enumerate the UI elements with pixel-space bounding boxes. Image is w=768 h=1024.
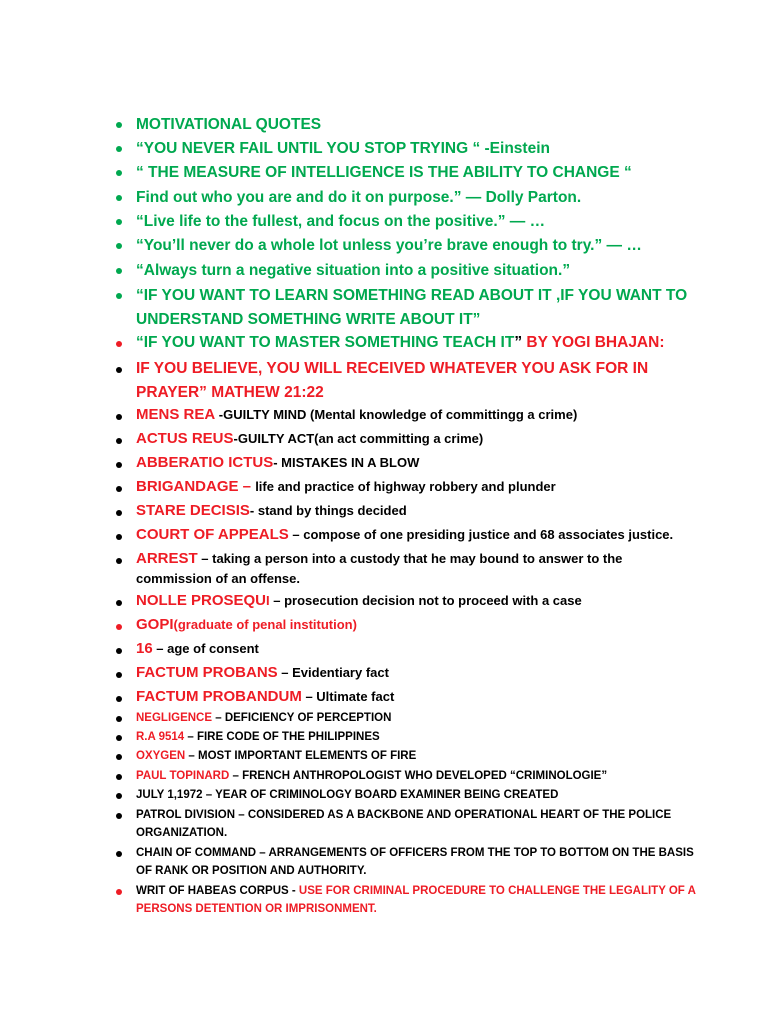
term: ARREST	[136, 550, 198, 567]
text-run: PAUL TOPINARD	[136, 770, 230, 782]
list-item-text	[136, 453, 696, 473]
bullet-icon	[116, 672, 122, 678]
list-item-text	[136, 747, 696, 765]
text-run: – compose of one presiding justice and 68 associates justice.	[288, 527, 674, 542]
bullet-icon	[116, 367, 122, 373]
list-item-text	[136, 501, 696, 521]
list-item-text	[136, 429, 696, 449]
text-run: – taking a person into a custody that he may bound to answer to the commission of an offense.	[136, 551, 623, 586]
bullet-icon	[116, 716, 122, 722]
bullet-icon	[116, 268, 122, 274]
bullet-icon	[116, 293, 122, 299]
bullet-icon	[116, 624, 122, 630]
bullet-icon	[116, 889, 122, 895]
text-run: -GUILTY MIND (Mental knowledge of committingg a crime)	[218, 407, 578, 422]
bullet-icon	[116, 851, 122, 857]
bullet-icon	[116, 146, 122, 152]
text-run: (graduate of penal institution)	[173, 617, 357, 632]
list-item-text	[136, 709, 696, 727]
list-item-text	[136, 331, 696, 355]
bullet-icon	[116, 696, 122, 702]
bullet-icon	[116, 813, 122, 819]
text-run: - MISTAKES IN A BLOW	[273, 455, 420, 470]
bullet-icon	[116, 510, 122, 516]
text-run: CHAIN OF COMMAND – ARRANGEMENTS OF OFFICERS FROM THE TOP TO BOTTOM ON THE BASIS OF RANK OR POSITION AND AUTHORITY.	[136, 847, 694, 877]
term: ABBERATIO ICTUS	[136, 454, 274, 471]
list-item-text	[136, 284, 696, 332]
text-run: “IF YOU WANT TO LEARN SOMETHING READ ABOUT IT ,IF YOU WANT TO UNDERSTAND SOMETHING WRITE ABOUT IT”	[136, 287, 688, 328]
list-item-text	[136, 234, 696, 258]
list-item-text	[136, 477, 696, 497]
term: STARE DECISIS	[136, 502, 250, 519]
bullet-icon	[116, 243, 122, 249]
list-item-text	[136, 806, 696, 842]
text-run: WRIT OF HABEAS CORPUS -	[136, 885, 299, 897]
term: GOPI	[136, 616, 174, 633]
list-item-text	[136, 113, 696, 137]
bullet-icon	[116, 600, 122, 606]
term: 16	[136, 640, 153, 657]
list-item-text	[136, 844, 696, 880]
bullet-icon	[116, 414, 122, 420]
list-item-text	[136, 615, 696, 635]
list-item-text	[136, 728, 696, 746]
list-item-text	[136, 210, 696, 234]
term: NOLLE PROSEQU	[136, 592, 267, 609]
list-item-text	[136, 639, 696, 659]
text-run: – age of consent	[152, 641, 259, 656]
bullet-icon	[116, 648, 122, 654]
text-run: USE FOR CRIMINAL PROCEDURE TO CHALLENGE THE LEGALITY OF A PERSONS DETENTION OR IMPRISONMENT.	[136, 885, 696, 915]
text-run: – FRENCH ANTHROPOLOGIST WHO DEVELOPED “CRIMINOLOGIE”	[229, 770, 608, 782]
term: FACTUM PROBANDUM	[136, 688, 302, 705]
term: BRIGANDAGE –	[136, 478, 256, 495]
text-run: – FIRE CODE OF THE PHILIPPINES	[184, 731, 380, 743]
bullet-icon	[116, 793, 122, 799]
text-run: NEGLIGENCE	[136, 712, 213, 724]
term: COURT OF APPEALS	[136, 526, 289, 543]
list-item-text	[136, 591, 696, 611]
bullet-icon	[116, 774, 122, 780]
text-run: BY YOGI BHAJAN:	[526, 334, 665, 351]
list-item-text	[136, 186, 696, 210]
text-run: I	[266, 593, 270, 608]
text-run: OXYGEN	[136, 750, 186, 762]
list-item-text	[136, 137, 696, 161]
text-run: “Always turn a negative situation into a positive situation.”	[136, 262, 571, 279]
bullet-icon	[116, 170, 122, 176]
bullet-icon	[116, 486, 122, 492]
bullet-icon	[116, 534, 122, 540]
text-run: – MOST IMPORTANT ELEMENTS OF FIRE	[185, 750, 417, 762]
text-run: “IF YOU WANT TO MASTER SOMETHING TEACH IT	[136, 334, 515, 351]
text-run: – prosecution decision not to proceed with a case	[269, 593, 582, 608]
list-item-text	[136, 525, 696, 545]
list-item-text	[136, 357, 696, 405]
list-item-text	[136, 687, 696, 707]
text-run: – Evidentiary fact	[277, 665, 389, 680]
text-run: - stand by things decided	[249, 503, 407, 518]
text-run: MOTIVATIONAL QUOTES	[136, 116, 322, 133]
bullet-icon	[116, 341, 122, 347]
list-item-text	[136, 882, 696, 918]
bullet-icon	[116, 219, 122, 225]
term: FACTUM PROBANS	[136, 664, 278, 681]
text-run: life and practice of highway robbery and plunder	[255, 479, 556, 494]
term: MENS REA	[136, 406, 219, 423]
bullet-icon	[116, 122, 122, 128]
text-run: ”	[514, 334, 527, 351]
text-run: “You’ll never do a whole lot unless you’re brave enough to try.” — …	[136, 237, 642, 254]
bullet-icon	[116, 754, 122, 760]
text-run: – DEFICIENCY OF PERCEPTION	[212, 712, 392, 724]
bullet-icon	[116, 438, 122, 444]
bullet-icon	[116, 558, 122, 564]
text-run: -GUILTY ACT(an act committing a crime)	[233, 431, 484, 446]
text-run: R.A 9514	[136, 731, 185, 743]
text-run: “Live life to the fullest, and focus on the positive.” — …	[136, 213, 546, 230]
list-item-text	[136, 786, 696, 804]
text-run: “YOU NEVER FAIL UNTIL YOU STOP TRYING “ -Einstein	[136, 140, 550, 157]
list-item-text	[136, 405, 696, 425]
list-item-text	[136, 549, 696, 589]
text-run: JULY 1,1972 – YEAR OF CRIMINOLOGY BOARD EXAMINER BEING CREATED	[136, 789, 559, 801]
bullet-icon	[116, 735, 122, 741]
text-run: – Ultimate fact	[301, 689, 395, 704]
text-run: PATROL DIVISION – CONSIDERED AS A BACKBONE AND OPERATIONAL HEART OF THE POLICE ORGANIZATION.	[136, 809, 672, 839]
list-item-text	[136, 259, 696, 283]
term: ACTUS REUS	[136, 430, 234, 447]
list-item-text	[136, 767, 696, 785]
list-item-text	[136, 161, 696, 185]
bullet-icon	[116, 195, 122, 201]
list-item-text	[136, 663, 696, 683]
bullet-icon	[116, 462, 122, 468]
text-run: IF YOU BELIEVE, YOU WILL RECEIVED WHATEVER YOU ASK FOR IN PRAYER” MATHEW 21:22	[136, 360, 649, 401]
text-run: “ THE MEASURE OF INTELLIGENCE IS THE ABILITY TO CHANGE “	[136, 164, 632, 181]
text-run: Find out who you are and do it on purpose.” — Dolly Parton.	[136, 189, 582, 206]
